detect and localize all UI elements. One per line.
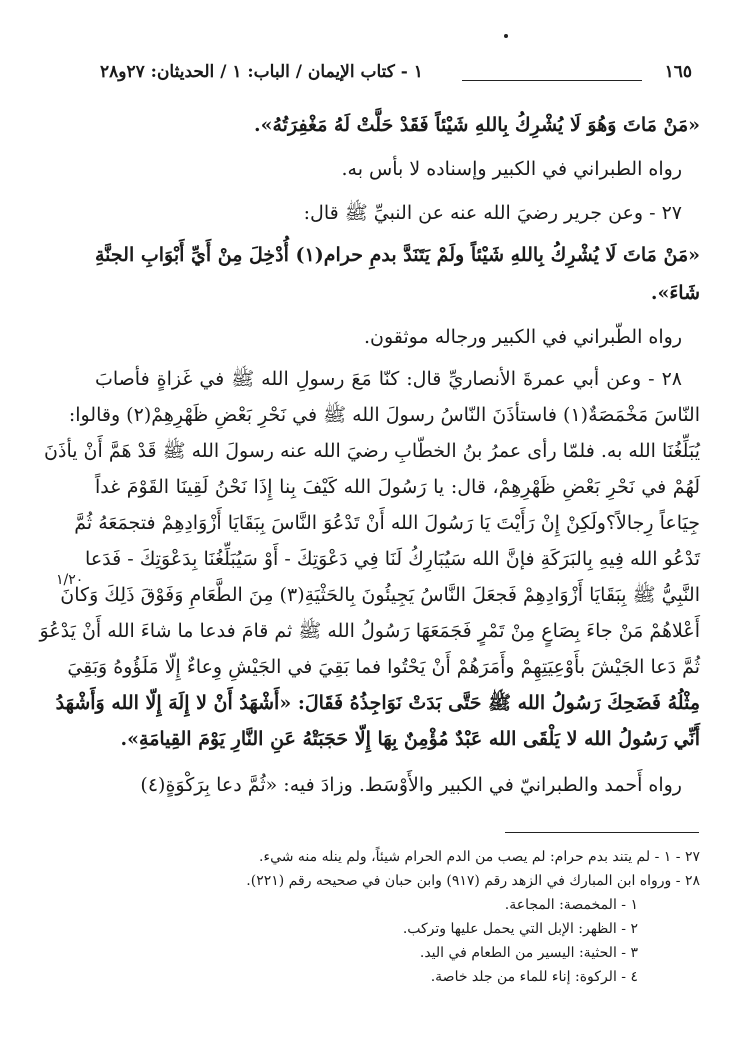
hadith-27-intro: ٢٧ - وعن جرير رضيَ الله عنه عن النبيِّ ﷺ قال: bbox=[303, 202, 682, 224]
footnote: ٢٧ - ١ - لم يتند بدم حرام: لم يصب من الدم الحرام شيئاً، ولم ينله منه شيء. bbox=[259, 849, 700, 865]
hadith-27-quote-end: شَاءَ». bbox=[650, 282, 700, 304]
hadith-28-line: جِيَاعاً رِجالاً؟ولَكِنْ إِنْ رَأَيْتَ يَا رَسُولَ الله أَنْ تَدْعُوَ النَّاسَ بِبَقَايَا أَزْوَادِهِمْ فتجمَعَهُ ثُمَّ bbox=[74, 512, 700, 534]
hadith-28-line: لَهُمْ في نَحْرِ بَعْضِ ظَهْرِهِمْ، قال: يا رَسُولَ الله كَيْفَ بِنا إِذَا نَحْنُ لَقِينَا القَوْمَ غداً bbox=[95, 476, 700, 498]
hadith-quote-line: «مَنْ مَاتَ وَهُوَ لَا يُشْرِكُ بِاللهِ شَيْئاً فَقَدْ حَلَّتْ لَهُ مَغْفِرَتُهُ». bbox=[254, 114, 700, 136]
hadith-28-line: تَدْعُو الله فِيهِ بِالبَرَكَةِ فإنَّ الله سَيُبَارِكُ لَنَا فِي دَعْوَتِكَ - أَوْ سَيُبَلِّغُنَا بِدَعْوَتِكَ - فَدَعا bbox=[85, 548, 700, 570]
hadith-28-line: أَعْلاهُمْ مَنْ جاءَ بِصَاعٍ مِنْ تَمْرٍ فَجَمَعَهَا رَسُولُ الله ﷺ ثم قامَ فدعا ما شاءَ الله أَنْ يَدْعُوَ bbox=[39, 620, 700, 642]
footnote: ١ - المخمصة: المجاعة. bbox=[504, 897, 638, 913]
running-header bbox=[100, 62, 700, 90]
footnote-separator bbox=[505, 832, 699, 833]
hadith-28-line: يُبَلِّغُنَا الله به. فلمّا رأى عمرُ بنُ الخطّابِ رضيَ الله عنه رسولَ الله ﷺ قَدْ هَمَّ أَنْ يأذَنَ bbox=[44, 440, 700, 462]
page-number: ١٦٥ bbox=[664, 62, 692, 82]
hadith-28-line: ٢٨ - وعن أبي عمرةَ الأنصاريِّ قال: كنّا مَعَ رسولِ الله ﷺ في غَزاةٍ فأصابَ bbox=[95, 368, 682, 390]
hadith-27-quote: «مَنْ مَاتَ لَا يُشْرِكُ بِاللهِ شَيْئاً ولَمْ يَتَنَدَّ بدمِ حرام(١) أُدْخِلَ مِنْ أَيِّ أَبْوَابِ الجنَّةِ bbox=[94, 244, 700, 266]
footnote: ٢ - الظهر: الإبل التي يحمل عليها وتركب. bbox=[402, 921, 638, 937]
hadith-28-line: النَّبِيُّ ﷺ بِبَقَايَا أَزْوَادِهِمْ فَجعَلَ النَّاسُ يَجِيئُونَ بِالحَثْيَةِ(٣) مِنَ الطَّعَامِ وَفَوْقَ ذَلِكَ وَكانَ bbox=[60, 584, 700, 606]
header-rule bbox=[462, 80, 642, 81]
margin-reference: ١/٢٠ bbox=[56, 572, 84, 588]
footnote: ٣ - الحثية: اليسير من الطعام في اليد. bbox=[419, 945, 638, 961]
chapter-title: ١ - كتاب الإيمان / الباب: ١ / الحديثان: ٢٧و٢٨ bbox=[100, 62, 423, 82]
hadith-28-line: النّاسَ مَخْمَصَةٌ(١) فاستأذَنَ النّاسُ رسولَ الله ﷺ في نَحْرِ بَعْضِ ظَهْرِهِمْ(٢) وقالوا: bbox=[68, 404, 700, 426]
narration-source: رواه أَحمد والطبرانيّ في الكبير والأَوْسَط. وزادَ فيه: «ثُمَّ دعا بِرَكْوَةٍ(٤) bbox=[140, 774, 682, 796]
narration-source: رواه الطّبراني في الكبير ورجاله موثقون. bbox=[363, 326, 682, 348]
narration-source: رواه الطبراني في الكبير وإسناده لا بأس به. bbox=[341, 158, 682, 180]
page-speck bbox=[504, 34, 508, 38]
footnote: ٤ - الركوة: إناء للماء من جلد خاصة. bbox=[430, 969, 638, 985]
hadith-28-line: ثُمَّ دَعا الجَيْشَ بأَوْعِيَتِهِمْ وأَمَرَهُمْ أَنْ يَحْتُوا فما بَقِيَ في الجَيْشِ وِعاءٌ إِلّا مَلَؤُوهُ وَبَقِيَ bbox=[67, 656, 700, 678]
footnote: ٢٨ - ورواه ابن المبارك في الزهد رقم (٩١٧) وابن حبان في صحيحه رقم (٢٢١). bbox=[246, 873, 700, 889]
hadith-28-line: مِثْلُهُ فَضَحِكَ رَسُولُ الله ﷺ حَتَّى بَدَتْ نَوَاجِذُهُ فَقَالَ: «أَشْهَدُ أَنْ لا إِلَهَ إِلّا الله وَأَشْهَدُ bbox=[55, 692, 700, 714]
hadith-28-line: أَنِّي رَسُولُ الله لا يَلْقَى الله عَبْدٌ مُؤْمِنٌ بِهَا إِلّا حَجَبَتْهُ عَنِ النَّارِ يَوْمَ القِيامَةِ». bbox=[120, 728, 700, 750]
